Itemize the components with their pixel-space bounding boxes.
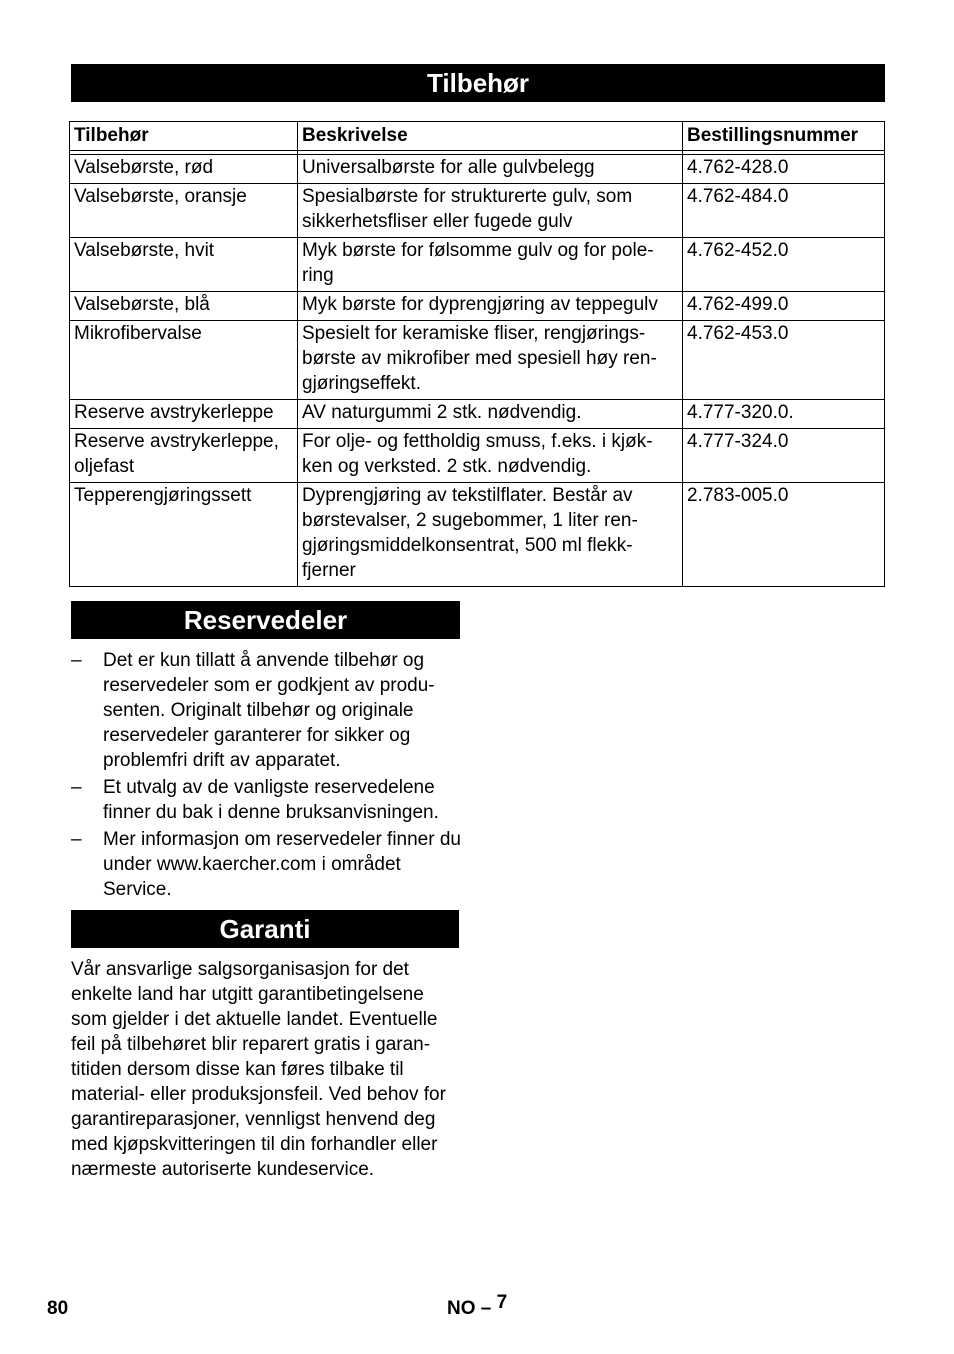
page-number: 80 [47, 1298, 69, 1319]
table-row [70, 321, 885, 400]
accessories-table [69, 121, 885, 587]
cell-name: Valsebørste, oransje [70, 184, 298, 238]
dash-bullet: – [71, 829, 82, 850]
list-item-text: Et utvalg av de vanligste reservedelene finner du bak i denne bruksanvisningen. [103, 777, 439, 823]
table-row [70, 483, 885, 587]
cell-description: Dyprengjøring av tekstilflater. Består av børstevalser, 2 sugebommer, 1 liter ren-gjøringsmiddelkonsentrat, 500 ml flekk-fjerner [298, 483, 683, 587]
section-title-garanti: Garanti [71, 910, 459, 948]
cell-description: Spesialbørste for strukturerte gulv, som sikkerhetsfliser eller fugede gulv [298, 184, 683, 238]
list-item [71, 648, 463, 773]
dash-bullet: – [71, 650, 82, 671]
cell-name: Valsebørste, rød [70, 155, 298, 184]
cell-name: Tepperengjøringssett [70, 483, 298, 587]
table-row [70, 429, 885, 483]
cell-name: Valsebørste, blå [70, 292, 298, 321]
cell-number: 4.762-452.0 [683, 238, 885, 292]
cell-description: Spesielt for keramiske fliser, rengjørings-børste av mikrofiber med spesiell høy ren-gjøringseffekt. [298, 321, 683, 400]
cell-description: AV naturgummi 2 stk. nødvendig. [298, 400, 683, 429]
table-header-row [70, 122, 885, 151]
cell-name: Reserve avstrykerleppe, oljefast [70, 429, 298, 483]
language-page-number: 7 [496, 1292, 508, 1313]
cell-number: 4.762-453.0 [683, 321, 885, 400]
cell-description: Myk børste for dyprengjøring av teppegulv [298, 292, 683, 321]
table-row [70, 238, 885, 292]
table-row [70, 184, 885, 238]
cell-description: For olje- og fettholdig smuss, f.eks. i kjøk-ken og verksted. 2 stk. nødvendig. [298, 429, 683, 483]
list-item [71, 775, 463, 825]
header-tilbehor: Tilbehør [70, 122, 298, 151]
section-title-reservedeler: Reservedeler [71, 601, 460, 639]
table-row [70, 155, 885, 184]
dash-bullet: – [71, 777, 82, 798]
table-row [70, 292, 885, 321]
cell-name: Reserve avstrykerleppe [70, 400, 298, 429]
cell-number: 4.762-428.0 [683, 155, 885, 184]
cell-number: 4.777-320.0. [683, 400, 885, 429]
cell-number: 4.762-484.0 [683, 184, 885, 238]
cell-number: 4.777-324.0 [683, 429, 885, 483]
section-title-tilbehor: Tilbehør [71, 64, 885, 102]
cell-description: Universalbørste for alle gulvbelegg [298, 155, 683, 184]
garanti-paragraph: Vår ansvarlige salgsorganisasjon for det enkelte land har utgitt garantibetingelsene som gjelder i det aktuelle landet. Eventuelle feil på tilbehøret blir reparert gratis i garan-titiden dersom disse kan føres tilbake til material- eller produksjonsfeil. Ved behov for garantireparasjoner, vennligst henvend deg med kjøpskvitteringen til din forhandler eller nærmeste autoriserte kundeservice. [71, 959, 446, 1180]
header-beskrivelse: Beskrivelse [298, 122, 683, 151]
reservedeler-list [71, 648, 463, 904]
language-label: NO – [447, 1298, 492, 1319]
list-item-text: Mer informasjon om reservedeler finner du under www.kaercher.com i området Service. [103, 829, 461, 900]
cell-name: Mikrofibervalse [70, 321, 298, 400]
header-bestillingsnummer: Bestillingsnummer [683, 122, 885, 151]
cell-description: Myk børste for følsomme gulv og for pole-ring [298, 238, 683, 292]
cell-name: Valsebørste, hvit [70, 238, 298, 292]
page-language-code [447, 1292, 508, 1320]
list-item [71, 827, 463, 902]
table-row [70, 400, 885, 429]
cell-number: 2.783-005.0 [683, 483, 885, 587]
list-item-text: Det er kun tillatt å anvende tilbehør og reservedeler som er godkjent av produ-senten. Originalt tilbehør og originale reservedeler garanterer for sikker og problemfri drift av apparatet. [103, 650, 435, 771]
cell-number: 4.762-499.0 [683, 292, 885, 321]
